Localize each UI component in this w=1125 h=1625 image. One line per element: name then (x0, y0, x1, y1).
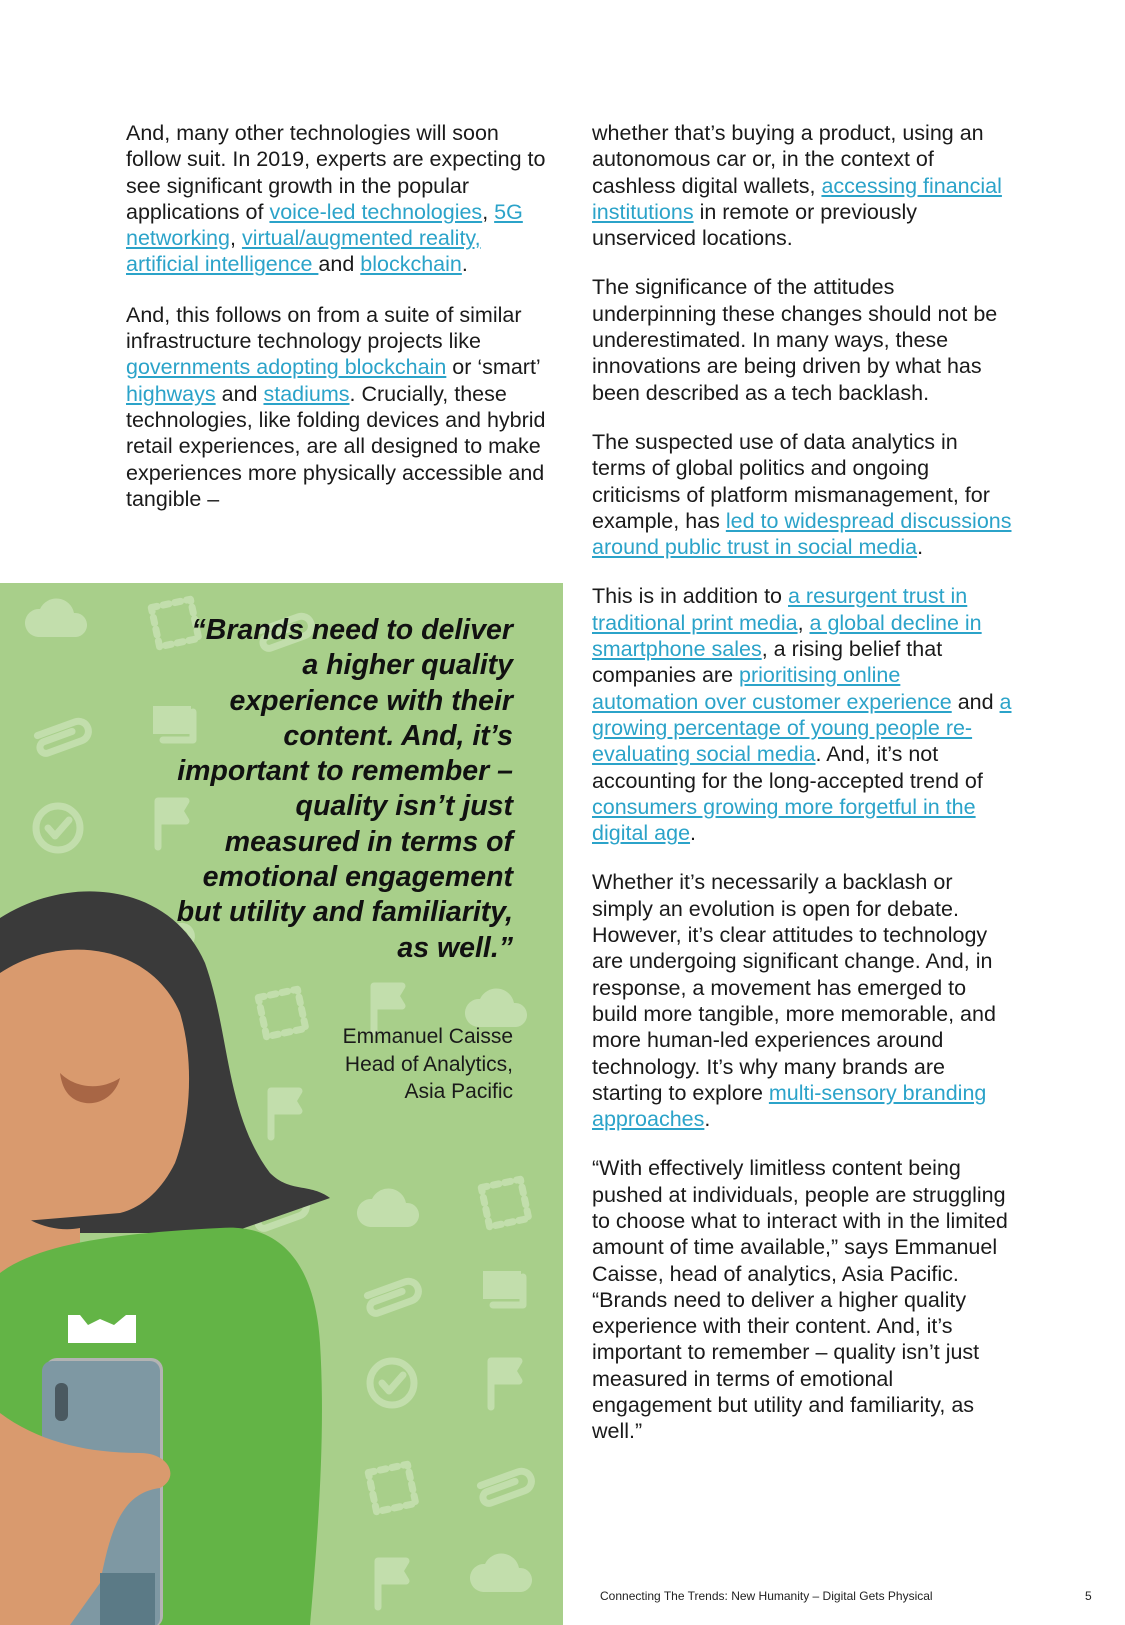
text-run: . (690, 821, 697, 846)
link-highways[interactable]: highways (126, 381, 216, 406)
left-paragraph-2 (126, 302, 546, 512)
paperclip-icon (366, 1278, 422, 1315)
chat-icon (483, 1271, 523, 1305)
flag-icon (378, 1561, 406, 1607)
link-5g-networking[interactable]: 5G networking (126, 199, 523, 251)
right-column (592, 120, 1012, 1445)
text-run: . (461, 252, 468, 277)
cloud-icon (25, 599, 87, 637)
text-run: “With effectively limitless content being pushed at individuals, people are struggling to choose what to interact with in the limited amount of time available,” says Emmanuel Caisse, head of analytics, Asia Pacific. “Brands need to deliver a higher quality experience with their content. And, it’s important to remember – quality isn’t just measured in terms of emotional engagement but utility and familiarity, as well.” (592, 1156, 1008, 1444)
text-run: and (318, 252, 361, 277)
text-run: whether that’s buying a product, using an autonomous car or, in the context of cashless digital wallets, (592, 121, 984, 198)
link-stadiums[interactable]: stadiums (263, 381, 350, 406)
text-run: . And, it’s not accounting for the long-accepted trend of (592, 742, 983, 793)
right-paragraph-2 (592, 274, 1012, 405)
text-run: This is in addition to (592, 584, 788, 609)
flag-icon (491, 1361, 519, 1407)
text-run: , (229, 226, 242, 251)
link-governments-adopting-blockchain[interactable]: governments adopting blockchain (126, 355, 447, 380)
text-run: , (797, 610, 810, 635)
link-prioritising-online-automation[interactable]: prioritising online automation over customer experience (592, 663, 952, 714)
check-icon (370, 1361, 414, 1405)
text-run: . (917, 535, 924, 560)
link-public-trust-social-media[interactable]: led to widespread discussions around public trust in social media (592, 508, 1012, 560)
text-run: And, many other technologies will soon follow suit. In 2019, experts are expecting to see significant growth in the popular applications of (126, 121, 546, 224)
link-accessing-financial-institutions[interactable]: accessing financial institutions (592, 173, 1002, 224)
link-virtual-augmented-reality-ai[interactable]: virtual/augmented reality, artificial intelligence (126, 226, 481, 277)
page-footer (600, 1589, 1100, 1603)
cloud-icon (357, 1189, 419, 1227)
woman-illustration (0, 891, 330, 1625)
right-paragraph-4 (592, 583, 1012, 846)
right-paragraph-3 (592, 429, 1012, 560)
paperclip-icon (36, 718, 92, 755)
text-run: or ‘smart’ (446, 355, 540, 380)
link-consumers-more-forgetful[interactable]: consumers growing more forgetful in the digital age (592, 794, 976, 846)
page-number: 5 (1085, 1589, 1092, 1603)
text-run: And, this follows on from a suite of similar infrastructure technology projects like (126, 302, 522, 354)
paperclip-icon (479, 1468, 535, 1505)
right-paragraph-1 (592, 120, 1012, 251)
frame-icon (481, 1179, 528, 1226)
left-paragraph-1 (126, 120, 546, 278)
text-run: Whether it’s necessarily a backlash or simply an evolution is open for debate. However, it’s clear attitudes to technology are undergoing significant change. And, in response, a movement has emerged to build more tangible, more memorable, and more human-led experiences around technology. It’s why many brands are starting to explore (592, 870, 996, 1105)
right-paragraph-5 (592, 869, 1012, 1132)
right-paragraph-6 (592, 1155, 1012, 1444)
check-icon (36, 806, 80, 850)
left-column (126, 120, 546, 512)
footer-title: Connecting The Trends: New Humanity – Digital Gets Physical (600, 1589, 933, 1603)
pull-quote-panel (0, 583, 563, 1625)
text-run: , (482, 199, 495, 224)
attribution-name: Emmanuel Caisse (342, 1025, 513, 1048)
link-global-decline-smartphone-sales[interactable]: a global decline in smartphone sales (592, 610, 982, 662)
link-young-people-reevaluating-social-media[interactable]: a growing percentage of young people re-evaluating social media (592, 689, 1012, 767)
text-run: The suspected use of data analytics in terms of global politics and ongoing criticisms of platform mismanagement, for example, has (592, 429, 990, 533)
text-run: . Crucially, these technologies, like folding devices and hybrid retail experiences, are all designed to make experiences more physically accessible and tangible – (126, 381, 546, 511)
pull-quote-text: “Brands need to deliver a higher quality experience with their content. And, it’s important to remember – quality isn’t just measured in terms of emotional engagement but utility and familiarity, as well.” (176, 614, 513, 964)
link-multi-sensory-branding[interactable]: multi-sensory branding approaches (592, 1080, 987, 1132)
cloud-icon (470, 1554, 532, 1592)
text-run: in remote or previously unserviced locations. (592, 199, 918, 251)
attribution-title-line-1: Head of Analytics, (344, 1052, 513, 1076)
text-run: , a rising belief that companies are (592, 637, 943, 688)
text-run: . (704, 1107, 711, 1132)
cloud-icon (465, 989, 527, 1027)
link-voice-led-technologies[interactable]: voice-led technologies (269, 199, 483, 224)
text-run: and (951, 689, 1000, 714)
text-run: and (215, 381, 264, 406)
link-blockchain[interactable]: blockchain (360, 252, 462, 277)
text-run: The significance of the attitudes underpinning these changes should not be underestimated. In many ways, these innovations are being driven by what has been described as a tech backlash. (592, 275, 998, 405)
attribution-title-line-2: Asia Pacific (404, 1080, 513, 1103)
frame-icon (368, 1464, 415, 1511)
link-resurgent-trust-print-media[interactable]: a resurgent trust in traditional print media (592, 584, 968, 635)
quote-attribution (213, 1023, 513, 1106)
